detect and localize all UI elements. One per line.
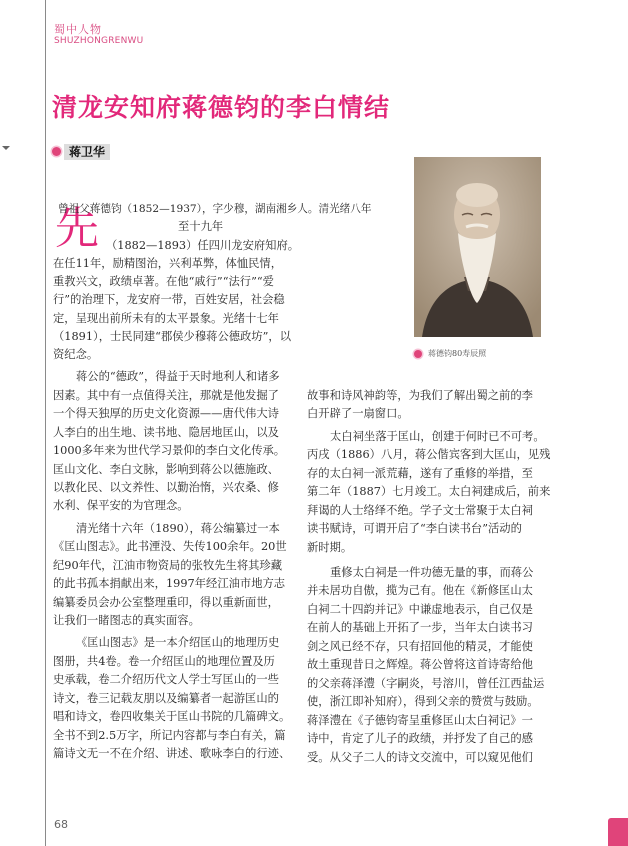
left-line: 以教化民、以文养性、以勤治惰，兴农桑、修: [53, 481, 279, 494]
right-line: 白祠二十四韵并记》中谦虚地表示，自己仅是: [307, 603, 533, 616]
caption-bullet-icon: [414, 350, 422, 358]
left-line: 资纪念。: [53, 348, 99, 361]
portrait-photo: [414, 157, 541, 337]
author-name: 蒋卫华: [64, 144, 110, 160]
left-line: 行”的治理下，龙安府一带，百姓安居，社会稳: [53, 293, 285, 306]
left-line: 重教兴文，政绩卓著。在他“戚行”“法行”“爱: [53, 275, 274, 288]
left-line: 至十九年: [178, 220, 224, 233]
right-line: 白开辟了一扇窗口。: [307, 407, 409, 420]
right-line: 故事和诗风神韵等，为我们了解出蜀之前的李: [307, 389, 533, 402]
page-number: 68: [54, 818, 68, 831]
left-line: 《匡山图志》是一本介绍匡山的地理历史: [76, 636, 280, 649]
right-line: 在前人的基础上开拓了一步，当年太白读书习: [307, 621, 533, 634]
right-line: 故土重现昔日之辉煌。蒋公曾将这首诗寄给他: [307, 658, 533, 671]
right-line: 蒋泽澧在《子德钧寄呈重修匡山太白祠记》一: [307, 714, 533, 727]
left-line: 让我们一睹图志的真实面容。: [53, 614, 200, 627]
right-line: 存的太白祠一派荒藉，遂有了重修的举措，至: [307, 467, 533, 480]
left-line: 曾祖父蒋德钧（1852—1937），字少穆，湖南湘乡人。清光绪八年: [58, 203, 372, 215]
right-line: 丙戌（1886）八月，蒋公偕宾客到大匡山，见残: [307, 448, 551, 461]
right-line: 诗中，肯定了儿子的政绩，并抒发了自己的感: [307, 732, 533, 745]
left-line: （1891），士民同建“郡侯少穆蒋公德政坊”，以: [53, 330, 291, 343]
left-line: 在任11年，励精图治，兴利革弊，体恤民情，: [53, 257, 283, 270]
margin-marker-icon: [2, 146, 10, 150]
right-line: 的父亲蒋泽澧（字嗣炎，号溶川，曾任江西盐运: [307, 677, 545, 690]
bullet-icon: [52, 147, 61, 156]
left-line: 诗文，卷三记载友朋以及编纂者一起游匡山的: [53, 692, 279, 705]
right-line: 并未居功自傲，揽为己有。他在《新修匡山太: [307, 584, 533, 597]
author-byline: [52, 144, 110, 160]
left-line: 人李白的出生地、读书地、隐居地匡山，以及: [53, 426, 279, 439]
right-line: 太白祠坐落于匡山，创建于何时已不可考。: [330, 430, 545, 443]
left-line: 的此书孤本捐献出来，1997年经江油市地方志: [53, 577, 286, 590]
left-line: 一个得天独厚的历史文化资源——唐代伟大诗: [53, 407, 279, 420]
right-line: 使，浙江即补知府），得到父亲的赞赏与鼓励。: [307, 695, 539, 708]
section-label-pinyin: SHUZHONGRENWU: [54, 36, 144, 46]
left-line: 因素。其中有一点值得关注，那就是他发掘了: [53, 389, 279, 402]
left-line: 《匡山图志》。此书湮没、失传100余年。20世: [53, 540, 287, 553]
left-line: 蒋公的“德政”，得益于天时地利人和诸多: [76, 370, 280, 383]
left-line: （1882—1893）任四川龙安府知府。: [106, 239, 300, 252]
left-line: 唱和诗文，卷四收集关于匡山书院的几篇碑文。: [53, 710, 291, 723]
drop-cap: 先: [55, 203, 99, 254]
left-line: 纪90年代，江油市物资局的张牧先生将其珍藏: [53, 559, 283, 572]
right-line: 受。从父子二人的诗文交流中，可以窥见他们: [307, 751, 533, 764]
page-edge-tab: [608, 818, 628, 846]
left-line: 图册，共4卷。卷一介绍匡山的地理位置及历: [53, 655, 275, 668]
right-line: 读书赋诗，可谓开启了“李白读书台”活动的: [307, 522, 522, 535]
left-line: 篇诗文无一不在介绍、讲述、歌咏李白的行迹、: [53, 747, 291, 760]
left-line: 1000多年来为世代学习景仰的李白文化传承。: [53, 444, 286, 457]
right-line: 第二年（1887）七月竣工。太白祠建成后，前来: [307, 485, 551, 498]
left-line: 编纂委员会办公室整理重印，得以重新面世，: [53, 596, 279, 609]
left-line: 定，呈现出前所未有的太平景象。光绪十七年: [53, 312, 279, 325]
section-label: 蜀中人物: [54, 23, 102, 36]
article-title: 清龙安知府蒋德钧的李白情结: [52, 93, 391, 122]
right-line: 拜谒的人士络绎不绝。学子文士常聚于太白祠: [307, 504, 533, 517]
left-line: 清光绪十六年（1890），蒋公编纂过一本: [76, 522, 280, 535]
right-line: 新时期。: [307, 541, 353, 554]
left-line: 水利、保平安的为官理念。: [53, 499, 189, 512]
left-line: 匡山文化、李白文脉，影响到蒋公以德施政、: [53, 463, 279, 476]
left-line: 全书不到2.5万字，所记内容都与李白有关，篇: [53, 729, 286, 742]
right-line: 重修太白祠是一件功德无量的事，而蒋公: [330, 566, 534, 579]
left-line: 史承载，卷二介绍历代文人学士写匡山的一些: [53, 673, 279, 686]
margin-rule: [45, 0, 46, 846]
right-line: 剑之风已经不存，只有招回他的精灵，才能使: [307, 640, 533, 653]
photo-caption-text: 蒋德钧80寿辰照: [428, 349, 487, 358]
portrait-illustration: [414, 157, 541, 337]
